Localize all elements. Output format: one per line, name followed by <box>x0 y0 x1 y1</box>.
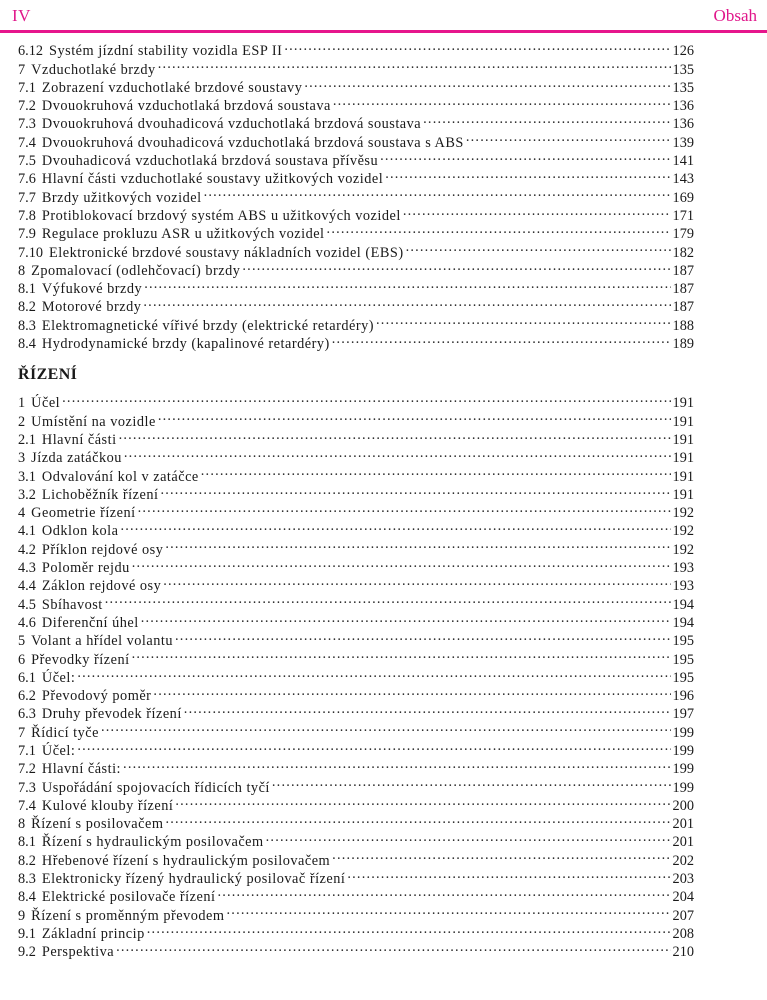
dot-leader <box>466 128 671 146</box>
toc-entry-page: 193 <box>672 578 694 595</box>
toc-entry[interactable] <box>18 664 694 686</box>
toc-entry-page: 207 <box>672 907 694 924</box>
toc-entry-page: 195 <box>672 651 694 668</box>
toc-entry-title: Řízení s posilovačem <box>31 816 164 833</box>
toc-entry-title: Elektronické brzdové soustavy nákladních vozidel (EBS) <box>49 244 404 261</box>
toc-entry-page: 194 <box>672 614 694 631</box>
toc-entry-title: Perspektiva <box>41 944 115 961</box>
dot-leader <box>160 481 670 499</box>
dot-leader <box>138 499 671 517</box>
toc-entry-number: 7.3 <box>18 779 36 796</box>
toc-entry-title: Výfukové brzdy <box>41 281 143 298</box>
toc-entry-title: Hlavní části vzduchotlaké soustavy užitkových vozidel <box>41 171 384 188</box>
dot-leader <box>217 883 670 901</box>
toc-entry-page: 199 <box>672 779 694 796</box>
toc-entry-title: Diferenční úhel <box>41 614 139 631</box>
toc-entry-page: 201 <box>672 834 694 851</box>
dot-leader <box>304 74 670 92</box>
toc-entry-number: 9 <box>18 907 26 924</box>
toc-entry-page: 208 <box>672 925 694 942</box>
toc-entry-title: Řídicí tyče <box>31 724 99 741</box>
toc-entry-number: 2 <box>18 413 26 430</box>
toc-entry-page: 179 <box>672 226 694 243</box>
toc-entry-number: 7.5 <box>18 153 36 170</box>
toc-entry[interactable] <box>18 609 694 631</box>
toc-entry[interactable] <box>18 737 694 759</box>
toc-entry-title: Dvouokruhová vzduchotlaká brzdová soustava <box>41 98 331 115</box>
toc-entry-number: 8.4 <box>18 336 36 353</box>
dot-leader <box>165 535 670 553</box>
toc-entry-page: 200 <box>672 797 694 814</box>
dot-leader <box>124 444 671 462</box>
dot-leader <box>332 846 670 864</box>
toc-entry-number: 3.1 <box>18 468 36 485</box>
dot-leader <box>105 590 671 608</box>
toc-entry-number: 4.4 <box>18 578 36 595</box>
toc-entry-title: Převodky řízení <box>31 651 130 668</box>
dot-leader <box>141 609 671 627</box>
toc-entry-number: 4.6 <box>18 614 36 631</box>
dot-leader <box>227 901 671 919</box>
toc-entry-page: 141 <box>672 153 694 170</box>
toc-entry-title: Kulové klouby řízení <box>41 797 174 814</box>
dot-leader <box>175 792 670 810</box>
toc-entry-page: 182 <box>672 244 694 261</box>
toc-entry-title: Elektromagnetické vířivé brzdy (elektrické retardéry) <box>41 317 375 334</box>
toc-entry-number: 8.2 <box>18 299 36 316</box>
dot-leader <box>132 554 671 572</box>
dot-leader <box>119 426 671 444</box>
toc-entry-title: Brzdy užitkových vozidel <box>41 189 202 206</box>
toc-entry-number: 3 <box>18 450 26 467</box>
toc-entry[interactable] <box>18 938 694 961</box>
toc-entry-page: 188 <box>672 317 694 334</box>
dot-leader <box>116 938 670 956</box>
header-divider <box>0 30 767 33</box>
toc-entry-page: 192 <box>672 505 694 522</box>
toc-entry-number: 7.1 <box>18 79 36 96</box>
toc-entry-number: 6.2 <box>18 688 36 705</box>
toc-entry-number: 8.4 <box>18 889 36 906</box>
dot-leader <box>120 517 670 535</box>
dot-leader <box>147 920 671 938</box>
toc-entry-number: 9.1 <box>18 925 36 942</box>
toc-entry-page: 195 <box>672 669 694 686</box>
toc-entry-title: Uspořádání spojovacích řídicích tyčí <box>41 779 270 796</box>
toc-entry-number: 7.8 <box>18 207 36 224</box>
toc-entry-page: 194 <box>672 596 694 613</box>
toc-section-steering <box>18 389 694 961</box>
toc-entry-title: Elektronicky řízený hydraulický posilovač řízení <box>41 871 346 888</box>
toc-entry-title: Řízení s proměnným převodem <box>31 907 225 924</box>
toc-entry-title: Jízda zatáčkou <box>31 450 122 467</box>
dot-leader <box>284 37 670 55</box>
toc-entry-number: 8.1 <box>18 834 36 851</box>
toc-entry-page: 191 <box>672 450 694 467</box>
toc-entry-number: 5 <box>18 633 26 650</box>
toc-entry-number: 4.5 <box>18 596 36 613</box>
toc-entry-page: 139 <box>672 134 694 151</box>
toc-entry-number: 1 <box>18 395 26 412</box>
toc-entry-title: Příklon rejdové osy <box>41 541 164 558</box>
dot-leader <box>403 202 671 220</box>
toc-entry[interactable] <box>18 755 694 778</box>
toc-entry-number: 6.1 <box>18 669 36 686</box>
toc-entry-page: 191 <box>672 395 694 412</box>
toc-entry[interactable] <box>18 426 694 448</box>
dot-leader <box>158 407 671 425</box>
dot-leader <box>158 55 671 73</box>
toc-entry-page: 203 <box>672 871 694 888</box>
toc-entry-number: 4.2 <box>18 541 36 558</box>
dot-leader <box>332 330 671 348</box>
toc-entry-page: 189 <box>672 336 694 353</box>
toc-entry-number: 7.7 <box>18 189 36 206</box>
dot-leader <box>333 92 671 110</box>
toc-entry-page: 204 <box>672 889 694 906</box>
toc-entry-title: Dvouokruhová dvouhadicová vzduchotlaká brzdová soustava <box>41 116 422 133</box>
toc-entry-title: Hlavní části: <box>41 761 122 778</box>
toc-entry-title: Druhy převodek řízení <box>41 706 182 723</box>
dot-leader <box>132 645 671 663</box>
toc-entry-page: 199 <box>672 761 694 778</box>
toc-entry-page: 191 <box>672 468 694 485</box>
toc-entry[interactable] <box>18 535 694 558</box>
toc-entry-title: Protiblokovací brzdový systém ABS u užitkových vozidel <box>41 207 401 224</box>
toc-entry-title: Poloměr rejdu <box>41 560 130 577</box>
toc-entry-page: 199 <box>672 742 694 759</box>
toc-entry-number: 6.3 <box>18 706 36 723</box>
dot-leader <box>77 664 670 682</box>
toc-entry-number: 7.4 <box>18 797 36 814</box>
toc-entry-title: Systém jízdní stability vozidla ESP II <box>49 43 283 60</box>
toc-entry[interactable] <box>18 37 694 60</box>
dot-leader <box>380 147 670 165</box>
dot-leader <box>327 220 671 238</box>
toc-entry-number: 7.2 <box>18 761 36 778</box>
toc-entry-number: 7.10 <box>18 244 44 261</box>
toc-entry-number: 7.3 <box>18 116 36 133</box>
toc-entry-title: Hlavní části <box>41 431 117 448</box>
toc-entry-page: 199 <box>672 724 694 741</box>
dot-leader <box>272 773 671 791</box>
dot-leader <box>347 865 670 883</box>
table-of-contents <box>18 37 694 961</box>
toc-entry-title: Dvouhadicová vzduchotlaká brzdová soustava přívěsu <box>41 153 379 170</box>
toc-entry-number: 7.4 <box>18 134 36 151</box>
toc-entry-page: 187 <box>672 281 694 298</box>
toc-entry-page: 191 <box>672 431 694 448</box>
toc-entry-number: 2.1 <box>18 431 36 448</box>
toc-entry-number: 7 <box>18 724 26 741</box>
toc-entry-title: Motorové brzdy <box>41 299 142 316</box>
toc-entry-number: 4.1 <box>18 523 36 540</box>
dot-leader <box>143 293 670 311</box>
toc-entry-number: 7.9 <box>18 226 36 243</box>
dot-leader <box>423 110 670 128</box>
toc-entry-number: 8 <box>18 816 26 833</box>
toc-entry-title: Sbíhavost <box>41 596 103 613</box>
toc-entry-number: 8 <box>18 262 26 279</box>
toc-entry-title: Regulace prokluzu ASR u užitkových vozidel <box>41 226 325 243</box>
dot-leader <box>165 810 670 828</box>
page-header <box>0 0 767 40</box>
toc-entry-title: Volant a hřídel volantu <box>31 633 174 650</box>
toc-entry-title: Účel <box>31 395 61 412</box>
toc-entry-page: 169 <box>672 189 694 206</box>
toc-entry-page: 202 <box>672 852 694 869</box>
section-title-rizeni: ŘÍZENÍ <box>18 366 78 384</box>
toc-entry[interactable] <box>18 389 694 412</box>
toc-entry-title: Řízení s hydraulickým posilovačem <box>41 834 264 851</box>
toc-entry-number: 8.3 <box>18 871 36 888</box>
toc-entry-title: Účel: <box>41 742 76 759</box>
toc-entry-number: 8.3 <box>18 317 36 334</box>
toc-entry-title: Odklon kola <box>41 523 119 540</box>
dot-leader <box>62 389 670 407</box>
toc-entry-title: Vzduchotlaké brzdy <box>31 61 156 78</box>
toc-entry-title: Zpomalovací (odlehčovací) brzdy <box>31 262 241 279</box>
dot-leader <box>385 165 670 183</box>
toc-entry-title: Dvouokruhová dvouhadicová vzduchotlaká brzdová soustava s ABS <box>41 134 464 151</box>
toc-entry-title: Lichoběžník řízení <box>41 486 159 503</box>
toc-entry-number: 7 <box>18 61 26 78</box>
toc-entry-number: 8.1 <box>18 281 36 298</box>
dot-leader <box>201 462 671 480</box>
dot-leader <box>204 183 671 201</box>
dot-leader <box>153 682 670 700</box>
toc-entry-page: 136 <box>672 98 694 115</box>
toc-entry-page: 195 <box>672 633 694 650</box>
toc-entry-number: 7.6 <box>18 171 36 188</box>
dot-leader <box>77 737 670 755</box>
toc-entry[interactable] <box>18 407 694 430</box>
toc-entry[interactable] <box>18 590 694 613</box>
toc-entry-page: 187 <box>672 299 694 316</box>
toc-entry-page: 135 <box>672 79 694 96</box>
page-number-label: IV <box>12 6 31 25</box>
toc-entry-title: Hřebenové řízení s hydraulickým posilovačem <box>41 852 331 869</box>
toc-section-brakes <box>18 37 694 353</box>
dot-leader <box>101 718 671 736</box>
toc-entry-title: Geometrie řízení <box>31 505 136 522</box>
toc-entry-title: Hydrodynamické brzdy (kapalinové retardéry) <box>41 336 330 353</box>
dot-leader <box>123 755 671 773</box>
toc-entry-page: 126 <box>672 43 694 60</box>
dot-leader <box>242 257 670 275</box>
toc-entry-number: 6 <box>18 651 26 668</box>
toc-entry[interactable] <box>18 444 694 467</box>
toc-entry-number: 4.3 <box>18 560 36 577</box>
toc-entry-title: Odvalování kol v zatáčce <box>41 468 199 485</box>
toc-entry-number: 8.2 <box>18 852 36 869</box>
toc-entry-page: 135 <box>672 61 694 78</box>
toc-entry-title: Účel: <box>41 669 76 686</box>
dot-leader <box>406 238 671 256</box>
toc-entry-page: 136 <box>672 116 694 133</box>
dot-leader <box>266 828 671 846</box>
toc-entry-title: Základní princip <box>41 925 145 942</box>
dot-leader <box>184 700 671 718</box>
toc-entry-page: 196 <box>672 688 694 705</box>
toc-entry-page: 192 <box>672 523 694 540</box>
toc-entry-page: 171 <box>672 207 694 224</box>
toc-entry-title: Záklon rejdové osy <box>41 578 162 595</box>
toc-entry-number: 7.2 <box>18 98 36 115</box>
section-header-label: Obsah <box>713 6 757 25</box>
toc-entry-page: 187 <box>672 262 694 279</box>
toc-entry-title: Převodový poměr <box>41 688 152 705</box>
toc-entry-page: 191 <box>672 413 694 430</box>
toc-entry-title: Umístění na vozidle <box>31 413 156 430</box>
toc-entry-page: 191 <box>672 486 694 503</box>
toc-entry-page: 210 <box>672 944 694 961</box>
toc-entry[interactable] <box>18 718 694 741</box>
dot-leader <box>163 572 670 590</box>
toc-entry-title: Elektrické posilovače řízení <box>41 889 216 906</box>
toc-entry-page: 201 <box>672 816 694 833</box>
toc-entry-number: 7.1 <box>18 742 36 759</box>
toc-entry-page: 193 <box>672 560 694 577</box>
toc-entry-number: 6.12 <box>18 43 44 60</box>
dot-leader <box>144 275 670 293</box>
toc-entry-number: 3.2 <box>18 486 36 503</box>
toc-entry[interactable] <box>18 682 694 705</box>
dot-leader <box>175 627 671 645</box>
toc-entry-number: 9.2 <box>18 944 36 961</box>
dot-leader <box>376 311 671 329</box>
toc-entry-number: 4 <box>18 505 26 522</box>
toc-entry-page: 192 <box>672 541 694 558</box>
toc-entry-title: Zobrazení vzduchotlaké brzdové soustavy <box>41 79 303 96</box>
toc-entry-page: 197 <box>672 706 694 723</box>
toc-entry-page: 143 <box>672 171 694 188</box>
